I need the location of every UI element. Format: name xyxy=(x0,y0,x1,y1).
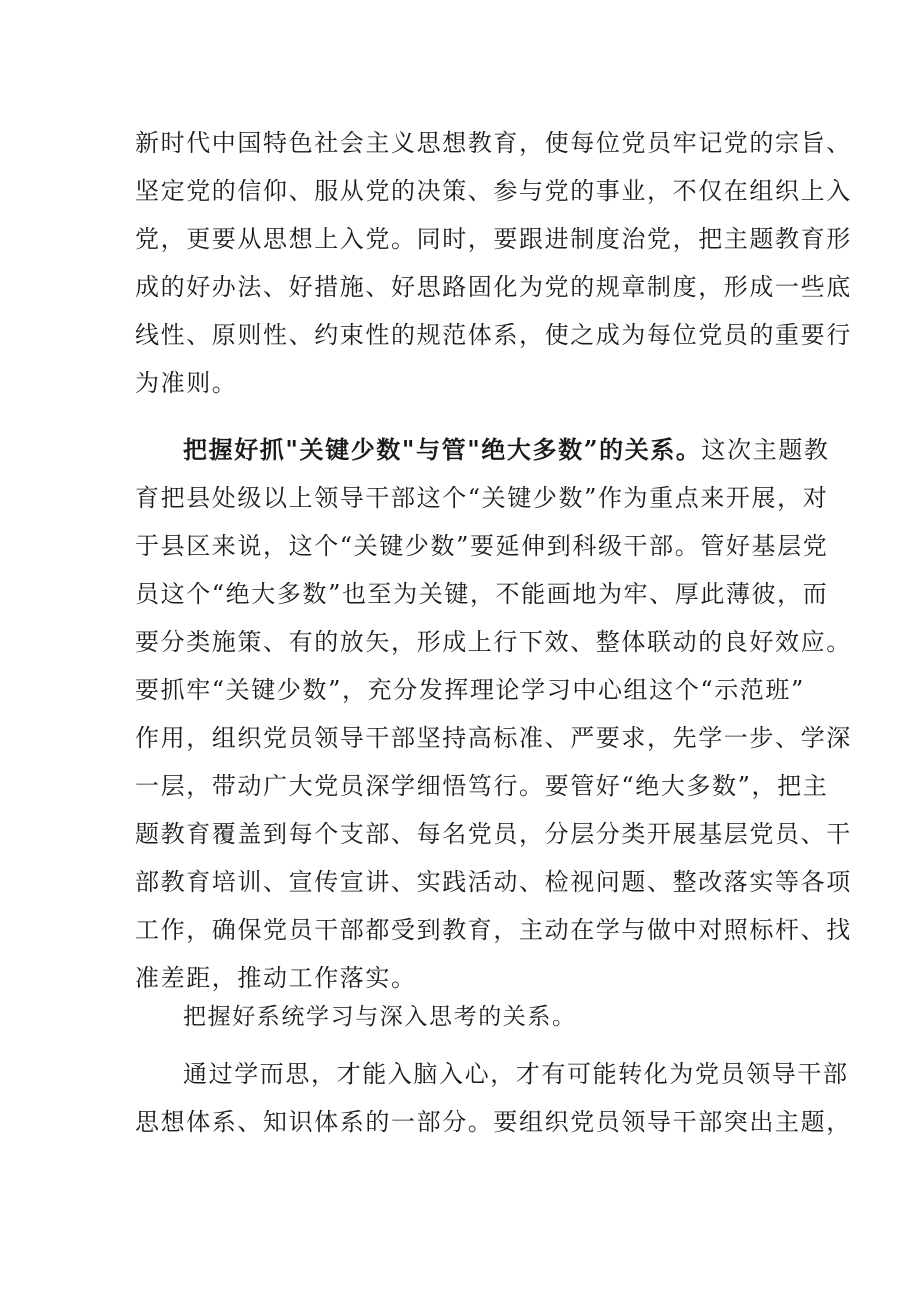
text-line: 工作，确保党员干部都受到教育，主动在学与做中对照标杆、找 xyxy=(135,916,852,944)
section-heading: 把握好抓"关键少数"与管"绝大多数”的关系。 xyxy=(183,435,702,464)
section-heading: 把握好系统学习与深入思考的关系。 xyxy=(183,1004,577,1030)
text-line: 新时代中国特色社会主义思想教育，使每位党员牢记党的宗旨、 xyxy=(135,129,852,157)
paragraph-3 xyxy=(135,993,800,1041)
text-line: 党，更要从思想上入党。同时，要跟进制度治党，把主题教育形 xyxy=(135,225,852,253)
text-line: 思想体系、知识体系的一部分。要组织党员领导干部突出主题， xyxy=(135,1108,852,1136)
text-line: 通过学而思，才能入脑入心，才有可能转化为党员领导干部 xyxy=(183,1060,849,1088)
text-line: 部教育培训、宣传宣讲、实践活动、检视问题、整改落实等各项 xyxy=(135,868,852,896)
text-line: 于县区来说，这个“关键少数”要延伸到科级干部。管好基层党 xyxy=(135,532,829,560)
text-line xyxy=(135,426,830,474)
text-line: 育把县处级以上领导干部这个“关键少数”作为重点来开展，对 xyxy=(135,484,829,512)
text-line: 要分类施策、有的放矢，形成上行下效、整体联动的良好效应。 xyxy=(135,628,852,656)
paragraph-2 xyxy=(135,426,852,1002)
text-line: 准差距，推动工作落实。 xyxy=(135,964,417,992)
paragraph-1 xyxy=(135,119,852,407)
text-line: 作用，组织党员领导干部坚持高标准、严要求，先学一步、学深 xyxy=(135,724,852,752)
text-line: 线性、原则性、约束性的规范体系，使之成为每位党员的重要行 xyxy=(135,321,852,349)
text-line: 题教育覆盖到每个支部、每名党员，分层分类开展基层党员、干 xyxy=(135,820,852,848)
text-line: 要抓牢“关键少数”，充分发挥理论学习中心组这个“示范班” xyxy=(135,676,805,704)
text-line: 成的好办法、好措施、好思路固化为党的规章制度，形成一些底 xyxy=(135,273,852,301)
text-line: 为准则。 xyxy=(135,369,238,397)
heading-continuation: 这次主题教 xyxy=(701,436,830,464)
paragraph-4 xyxy=(135,1050,852,1146)
text-line: 员这个“绝大多数”也至为关键，不能画地为牢、厚此薄彼，而 xyxy=(135,580,829,608)
text-line: 一层，带动广大党员深学细悟笃行。要管好“绝大多数”，把主 xyxy=(135,772,829,800)
text-line: 坚定党的信仰、服从党的决策、参与党的事业，不仅在组织上入 xyxy=(135,177,852,205)
